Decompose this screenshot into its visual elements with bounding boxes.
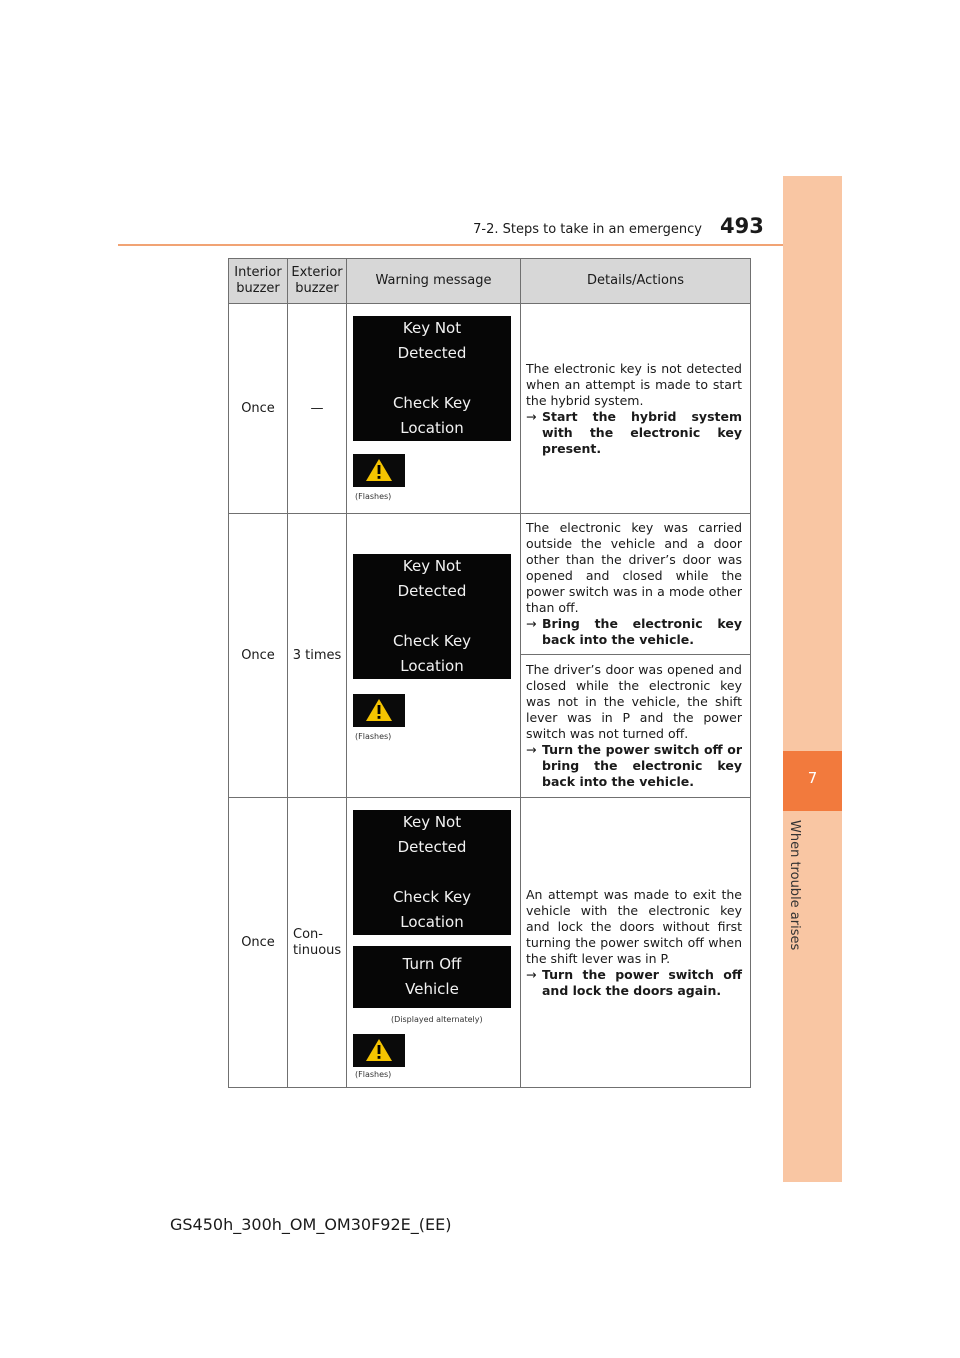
interior-buzzer-cell: Once bbox=[229, 798, 288, 1088]
warning-triangle-icon bbox=[353, 694, 405, 727]
details-cell bbox=[521, 304, 751, 514]
flashes-caption: (Flashes) bbox=[355, 732, 392, 741]
warning-message-cell bbox=[347, 798, 521, 1088]
details-cell bbox=[521, 514, 751, 655]
flashes-caption: (Flashes) bbox=[355, 1070, 392, 1079]
warning-message-cell bbox=[347, 304, 521, 514]
display-line: Detected bbox=[397, 838, 467, 856]
right-arrow-icon: → bbox=[526, 966, 537, 982]
exterior-buzzer-cell: 3 times bbox=[288, 514, 347, 798]
table-header-row bbox=[229, 259, 751, 304]
display-line: Location bbox=[400, 913, 464, 931]
chapter-label: When trouble arises bbox=[787, 820, 802, 951]
detail-action: → Start the hybrid system with the electronic key present. bbox=[526, 408, 742, 456]
display-screen bbox=[353, 810, 511, 935]
page-number: 493 bbox=[720, 214, 764, 238]
header-exterior-buzzer: Exterior buzzer bbox=[288, 259, 347, 304]
display-line: Key Not bbox=[402, 557, 462, 575]
display-screen-alternate bbox=[353, 946, 511, 1008]
display-line: Turn Off bbox=[402, 955, 462, 973]
display-screen bbox=[353, 554, 511, 679]
warning-table bbox=[228, 258, 751, 1088]
header-rule bbox=[118, 244, 842, 246]
table-row bbox=[229, 798, 751, 1088]
detail-text: The electronic key was carried outside the vehicle and a door other than the driver’s door was opened and closed while the power switch was in a mode other than off. bbox=[526, 520, 742, 615]
display-line: Detected bbox=[397, 582, 467, 600]
details-cell bbox=[521, 798, 751, 1088]
exterior-buzzer-cell: Con- tinuous bbox=[288, 798, 347, 1088]
display-line: Check Key bbox=[392, 888, 472, 906]
detail-action: → Bring the electronic key back into the vehicle. bbox=[526, 616, 742, 647]
display-line: Key Not bbox=[402, 319, 462, 337]
header-interior-buzzer: Interior buzzer bbox=[229, 259, 288, 304]
interior-buzzer-cell: Once bbox=[229, 514, 288, 798]
chapter-side-tab bbox=[783, 176, 842, 1182]
display-line: Check Key bbox=[392, 632, 472, 650]
display-line: Detected bbox=[397, 344, 467, 362]
display-line: Location bbox=[400, 657, 464, 675]
right-arrow-icon: → bbox=[526, 616, 537, 631]
detail-action: → Turn the power switch off or bring the electronic key back into the vehicle. bbox=[526, 742, 742, 789]
warning-message-cell bbox=[347, 514, 521, 798]
details-cell bbox=[521, 655, 751, 798]
display-line: Vehicle bbox=[405, 980, 459, 998]
display-line: Location bbox=[400, 419, 464, 437]
table-row bbox=[229, 514, 751, 655]
document-code: GS450h_300h_OM_OM30F92E_(EE) bbox=[170, 1215, 452, 1234]
header-warning-message: Warning message bbox=[347, 259, 521, 304]
section-title: 7-2. Steps to take in an emergency bbox=[473, 222, 702, 237]
exterior-buzzer-cell: — bbox=[288, 304, 347, 514]
display-line: Key Not bbox=[402, 813, 462, 831]
display-screen bbox=[353, 316, 511, 441]
interior-buzzer-cell: Once bbox=[229, 304, 288, 514]
display-line: Check Key bbox=[392, 394, 472, 412]
detail-action: → Turn the power switch off and lock the doors again. bbox=[526, 966, 742, 998]
alternate-caption: (Displayed alternately) bbox=[391, 1015, 483, 1024]
detail-text: An attempt was made to exit the vehicle with the electronic key and lock the doors without first turning the power switch off when the shift lever was in P. bbox=[526, 886, 742, 966]
right-arrow-icon: → bbox=[526, 742, 537, 757]
warning-triangle-icon bbox=[353, 1034, 405, 1067]
detail-text: The driver’s door was opened and closed while the electronic key was not in the vehicle, the shift lever was in P and the power switch was not turned off. bbox=[526, 662, 742, 741]
detail-text: The electronic key is not detected when an attempt is made to start the hybrid system. bbox=[526, 360, 742, 408]
chapter-number: 7 bbox=[783, 751, 842, 811]
flashes-caption: (Flashes) bbox=[355, 492, 392, 501]
warning-triangle-icon bbox=[353, 454, 405, 487]
header-details-actions: Details/Actions bbox=[521, 259, 751, 304]
table-row bbox=[229, 304, 751, 514]
right-arrow-icon: → bbox=[526, 408, 537, 424]
